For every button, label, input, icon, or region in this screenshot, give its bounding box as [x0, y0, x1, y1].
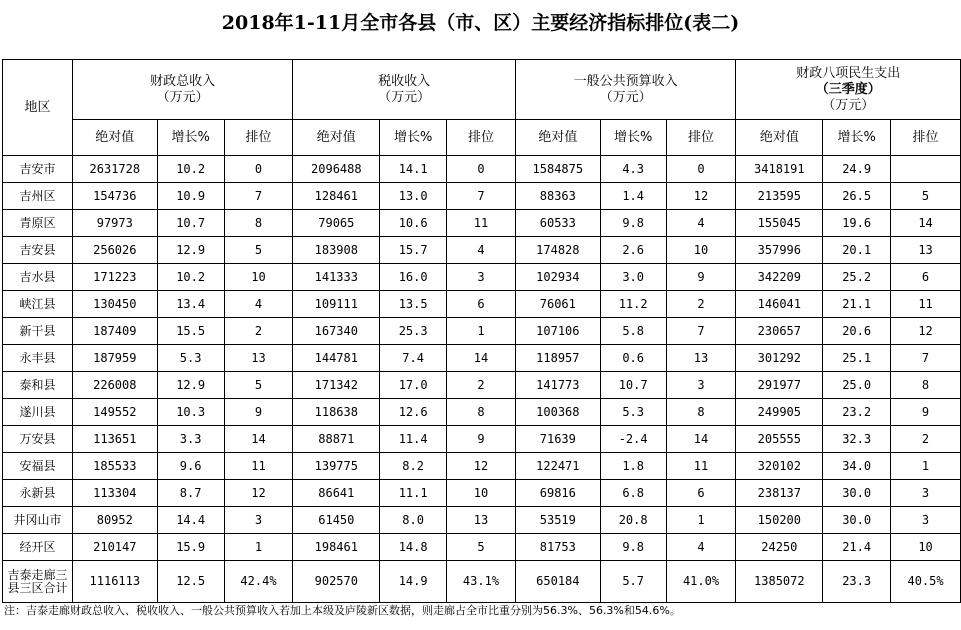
subheader-rank: 排位 — [666, 120, 736, 156]
subheader-absolute-value: 绝对值 — [72, 120, 157, 156]
cell-rank: 11 — [891, 291, 961, 318]
cell-growth-percent: 7.4 — [380, 345, 447, 372]
subheader-rank: 排位 — [224, 120, 293, 156]
cell-absolute-value: 291977 — [736, 372, 823, 399]
cell-rank: 8 — [447, 399, 516, 426]
region-header: 地区 — [3, 60, 73, 156]
cell-rank: 3 — [666, 372, 736, 399]
cell-growth-percent: 12.5 — [157, 561, 224, 603]
table-row — [3, 480, 961, 507]
group-header-unit: （万元） — [822, 97, 875, 113]
cell-rank: 3 — [891, 480, 961, 507]
cell-growth-percent: 13.0 — [380, 183, 447, 210]
cell-rank: 3 — [447, 264, 516, 291]
cell-growth-percent: 9.8 — [600, 210, 666, 237]
cell-absolute-value: 80952 — [72, 507, 157, 534]
cell-absolute-value: 1385072 — [736, 561, 823, 603]
cell-rank: 8 — [224, 210, 293, 237]
group-header-tax — [293, 60, 516, 120]
cell-rank: 2 — [224, 318, 293, 345]
cell-growth-percent: 12.9 — [157, 372, 224, 399]
cell-rank: 13 — [224, 345, 293, 372]
table-row — [3, 210, 961, 237]
cell-absolute-value: 256026 — [72, 237, 157, 264]
cell-rank: 10 — [224, 264, 293, 291]
cell-growth-percent: 24.9 — [823, 156, 891, 183]
cell-rank: 10 — [891, 534, 961, 561]
cell-growth-percent: 20.8 — [600, 507, 666, 534]
group-header-livelihood — [736, 60, 961, 120]
subheader-growth-percent: 增长% — [823, 120, 891, 156]
cell-rank: 5 — [447, 534, 516, 561]
group-header-name: 一般公共预算收入 — [573, 73, 678, 89]
cell-absolute-value: 61450 — [293, 507, 380, 534]
cell-absolute-value: 1584875 — [515, 156, 600, 183]
cell-absolute-value: 71639 — [515, 426, 600, 453]
cell-absolute-value: 357996 — [736, 237, 823, 264]
cell-rank: 42.4% — [224, 561, 293, 603]
cell-rank: 1 — [224, 534, 293, 561]
table-row — [3, 237, 961, 264]
cell-growth-percent: 3.0 — [600, 264, 666, 291]
table-row — [3, 264, 961, 291]
cell-rank: 0 — [666, 156, 736, 183]
cell-absolute-value: 150200 — [736, 507, 823, 534]
cell-growth-percent: 19.6 — [823, 210, 891, 237]
cell-rank: 5 — [224, 372, 293, 399]
cell-growth-percent: 8.7 — [157, 480, 224, 507]
indicator-table — [2, 59, 961, 603]
cell-rank: 9 — [666, 264, 736, 291]
region-cell: 青原区 — [3, 210, 73, 237]
table-row — [3, 399, 961, 426]
cell-absolute-value: 53519 — [515, 507, 600, 534]
cell-absolute-value: 88871 — [293, 426, 380, 453]
region-cell: 吉州区 — [3, 183, 73, 210]
group-header-public-budget — [515, 60, 736, 120]
cell-absolute-value: 2631728 — [72, 156, 157, 183]
region-cell: 峡江县 — [3, 291, 73, 318]
cell-growth-percent: 12.6 — [380, 399, 447, 426]
cell-rank: 4 — [447, 237, 516, 264]
cell-absolute-value: 144781 — [293, 345, 380, 372]
cell-rank: 7 — [447, 183, 516, 210]
subheader-growth-percent: 增长% — [157, 120, 224, 156]
cell-absolute-value: 342209 — [736, 264, 823, 291]
cell-rank: 1 — [891, 453, 961, 480]
cell-rank: 2 — [891, 426, 961, 453]
cell-rank: 0 — [447, 156, 516, 183]
table-title: 2018年1-11月全市各县（市、区）主要经济指标排位(表二) — [221, 12, 740, 34]
cell-rank: 10 — [666, 237, 736, 264]
region-cell: 吉水县 — [3, 264, 73, 291]
cell-growth-percent: 32.3 — [823, 426, 891, 453]
cell-rank: 40.5% — [891, 561, 961, 603]
cell-absolute-value: 130450 — [72, 291, 157, 318]
cell-growth-percent: 10.3 — [157, 399, 224, 426]
region-cell: 新干县 — [3, 318, 73, 345]
cell-rank: 8 — [666, 399, 736, 426]
group-header-unit: （万元） — [599, 89, 652, 105]
cell-growth-percent: 30.0 — [823, 480, 891, 507]
cell-absolute-value: 107106 — [515, 318, 600, 345]
cell-rank: 1 — [447, 318, 516, 345]
cell-growth-percent: 10.7 — [600, 372, 666, 399]
cell-absolute-value: 2096488 — [293, 156, 380, 183]
cell-absolute-value: 320102 — [736, 453, 823, 480]
table-row — [3, 345, 961, 372]
cell-growth-percent: 1.8 — [600, 453, 666, 480]
cell-growth-percent: 16.0 — [380, 264, 447, 291]
cell-rank: 8 — [891, 372, 961, 399]
cell-absolute-value: 100368 — [515, 399, 600, 426]
region-cell: 吉安市 — [3, 156, 73, 183]
cell-growth-percent: 9.6 — [157, 453, 224, 480]
cell-absolute-value: 122471 — [515, 453, 600, 480]
cell-rank: 14 — [447, 345, 516, 372]
cell-rank — [891, 156, 961, 183]
cell-rank: 4 — [666, 210, 736, 237]
cell-rank: 13 — [891, 237, 961, 264]
table-row — [3, 534, 961, 561]
cell-growth-percent: 23.3 — [823, 561, 891, 603]
subheader-growth-percent: 增长% — [380, 120, 447, 156]
cell-rank: 43.1% — [447, 561, 516, 603]
cell-absolute-value: 230657 — [736, 318, 823, 345]
subheader-absolute-value: 绝对值 — [293, 120, 380, 156]
region-cell: 安福县 — [3, 453, 73, 480]
cell-rank: 5 — [224, 237, 293, 264]
cell-growth-percent: 5.7 — [600, 561, 666, 603]
cell-rank: 11 — [447, 210, 516, 237]
cell-growth-percent: 11.2 — [600, 291, 666, 318]
cell-rank: 13 — [666, 345, 736, 372]
cell-growth-percent: 0.6 — [600, 345, 666, 372]
region-cell: 遂川县 — [3, 399, 73, 426]
cell-absolute-value: 149552 — [72, 399, 157, 426]
cell-growth-percent: 10.6 — [380, 210, 447, 237]
subheader-absolute-value: 绝对值 — [736, 120, 823, 156]
cell-rank: 7 — [891, 345, 961, 372]
cell-rank: 14 — [224, 426, 293, 453]
table-row — [3, 318, 961, 345]
cell-absolute-value: 118957 — [515, 345, 600, 372]
cell-absolute-value: 174828 — [515, 237, 600, 264]
cell-absolute-value: 79065 — [293, 210, 380, 237]
cell-growth-percent: 9.8 — [600, 534, 666, 561]
cell-absolute-value: 171223 — [72, 264, 157, 291]
cell-rank: 6 — [891, 264, 961, 291]
cell-rank: 11 — [666, 453, 736, 480]
cell-growth-percent: 25.2 — [823, 264, 891, 291]
cell-absolute-value: 97973 — [72, 210, 157, 237]
cell-absolute-value: 213595 — [736, 183, 823, 210]
cell-growth-percent: 10.2 — [157, 156, 224, 183]
region-cell: 泰和县 — [3, 372, 73, 399]
cell-growth-percent: 21.4 — [823, 534, 891, 561]
cell-absolute-value: 187409 — [72, 318, 157, 345]
cell-absolute-value: 301292 — [736, 345, 823, 372]
cell-growth-percent: 1.4 — [600, 183, 666, 210]
cell-absolute-value: 171342 — [293, 372, 380, 399]
cell-absolute-value: 88363 — [515, 183, 600, 210]
subheader-absolute-value: 绝对值 — [515, 120, 600, 156]
table-body — [3, 156, 961, 603]
cell-growth-percent: 25.3 — [380, 318, 447, 345]
cell-absolute-value: 86641 — [293, 480, 380, 507]
cell-rank: 9 — [447, 426, 516, 453]
cell-growth-percent: 3.3 — [157, 426, 224, 453]
cell-growth-percent: 13.5 — [380, 291, 447, 318]
cell-rank: 7 — [224, 183, 293, 210]
cell-growth-percent: 10.9 — [157, 183, 224, 210]
region-cell: 经开区 — [3, 534, 73, 561]
cell-absolute-value: 113651 — [72, 426, 157, 453]
cell-absolute-value: 146041 — [736, 291, 823, 318]
subheader-growth-percent: 增长% — [600, 120, 666, 156]
table-row — [3, 561, 961, 603]
cell-absolute-value: 118638 — [293, 399, 380, 426]
cell-growth-percent: 12.9 — [157, 237, 224, 264]
subheader-rank: 排位 — [891, 120, 961, 156]
cell-growth-percent: 5.3 — [157, 345, 224, 372]
cell-growth-percent: 2.6 — [600, 237, 666, 264]
cell-rank: 12 — [891, 318, 961, 345]
cell-absolute-value: 205555 — [736, 426, 823, 453]
cell-absolute-value: 210147 — [72, 534, 157, 561]
cell-growth-percent: 20.1 — [823, 237, 891, 264]
region-cell: 永新县 — [3, 480, 73, 507]
cell-growth-percent: 11.1 — [380, 480, 447, 507]
cell-absolute-value: 187959 — [72, 345, 157, 372]
cell-growth-percent: 5.8 — [600, 318, 666, 345]
cell-absolute-value: 69816 — [515, 480, 600, 507]
group-header-fiscal-total — [72, 60, 293, 120]
cell-growth-percent: 15.7 — [380, 237, 447, 264]
cell-absolute-value: 141773 — [515, 372, 600, 399]
cell-rank: 11 — [224, 453, 293, 480]
region-cell: 井冈山市 — [3, 507, 73, 534]
cell-absolute-value: 24250 — [736, 534, 823, 561]
cell-rank: 9 — [224, 399, 293, 426]
cell-rank: 12 — [447, 453, 516, 480]
table-row — [3, 453, 961, 480]
region-cell: 吉泰走廊三县三区合计 — [3, 561, 73, 603]
cell-absolute-value: 249905 — [736, 399, 823, 426]
cell-rank: 3 — [891, 507, 961, 534]
cell-rank: 4 — [224, 291, 293, 318]
cell-growth-percent: 30.0 — [823, 507, 891, 534]
table-row — [3, 156, 961, 183]
cell-absolute-value: 139775 — [293, 453, 380, 480]
group-header-unit: （万元） — [378, 89, 431, 105]
cell-growth-percent: 5.3 — [600, 399, 666, 426]
table-row — [3, 291, 961, 318]
cell-absolute-value: 109111 — [293, 291, 380, 318]
region-cell: 万安县 — [3, 426, 73, 453]
cell-absolute-value: 102934 — [515, 264, 600, 291]
cell-growth-percent: 10.7 — [157, 210, 224, 237]
cell-rank: 7 — [666, 318, 736, 345]
cell-growth-percent: 15.9 — [157, 534, 224, 561]
cell-absolute-value: 185533 — [72, 453, 157, 480]
cell-absolute-value: 128461 — [293, 183, 380, 210]
cell-growth-percent: 23.2 — [823, 399, 891, 426]
cell-absolute-value: 3418191 — [736, 156, 823, 183]
cell-rank: 2 — [666, 291, 736, 318]
cell-absolute-value: 60533 — [515, 210, 600, 237]
cell-growth-percent: 14.1 — [380, 156, 447, 183]
cell-growth-percent: 34.0 — [823, 453, 891, 480]
region-cell: 吉安县 — [3, 237, 73, 264]
cell-rank: 14 — [891, 210, 961, 237]
cell-growth-percent: -2.4 — [600, 426, 666, 453]
table-row — [3, 507, 961, 534]
subheader-row — [3, 120, 961, 156]
group-header-unit: （万元） — [156, 89, 209, 105]
cell-absolute-value: 141333 — [293, 264, 380, 291]
table-row — [3, 426, 961, 453]
cell-rank: 4 — [666, 534, 736, 561]
cell-absolute-value: 183908 — [293, 237, 380, 264]
footnote: 注：吉泰走廊财政总收入、税收收入、一般公共预算收入若加上本级及庐陵新区数据，则走廊占全市比重分别为56.3%、56.3%和54.6%。 — [4, 604, 681, 617]
cell-growth-percent: 11.4 — [380, 426, 447, 453]
cell-rank: 0 — [224, 156, 293, 183]
cell-absolute-value: 167340 — [293, 318, 380, 345]
cell-absolute-value: 76061 — [515, 291, 600, 318]
cell-growth-percent: 17.0 — [380, 372, 447, 399]
table-row — [3, 183, 961, 210]
group-header-name: 税收收入 — [378, 73, 431, 89]
table-row — [3, 372, 961, 399]
cell-growth-percent: 4.3 — [600, 156, 666, 183]
cell-rank: 10 — [447, 480, 516, 507]
cell-absolute-value: 155045 — [736, 210, 823, 237]
cell-rank: 1 — [666, 507, 736, 534]
cell-rank: 3 — [224, 507, 293, 534]
cell-growth-percent: 26.5 — [823, 183, 891, 210]
subheader-rank: 排位 — [447, 120, 516, 156]
cell-rank: 41.0% — [666, 561, 736, 603]
cell-growth-percent: 6.8 — [600, 480, 666, 507]
cell-absolute-value: 650184 — [515, 561, 600, 603]
cell-rank: 6 — [666, 480, 736, 507]
cell-growth-percent: 8.0 — [380, 507, 447, 534]
cell-growth-percent: 14.9 — [380, 561, 447, 603]
cell-rank: 12 — [224, 480, 293, 507]
cell-absolute-value: 226008 — [72, 372, 157, 399]
cell-growth-percent: 25.0 — [823, 372, 891, 399]
cell-growth-percent: 14.8 — [380, 534, 447, 561]
group-header-row — [3, 60, 961, 120]
cell-absolute-value: 238137 — [736, 480, 823, 507]
cell-rank: 9 — [891, 399, 961, 426]
cell-absolute-value: 81753 — [515, 534, 600, 561]
cell-rank: 14 — [666, 426, 736, 453]
cell-absolute-value: 902570 — [293, 561, 380, 603]
cell-rank: 5 — [891, 183, 961, 210]
cell-absolute-value: 113304 — [72, 480, 157, 507]
cell-growth-percent: 8.2 — [380, 453, 447, 480]
cell-growth-percent: 25.1 — [823, 345, 891, 372]
cell-growth-percent: 15.5 — [157, 318, 224, 345]
cell-rank: 12 — [666, 183, 736, 210]
group-header-name: 财政八项民生支出 — [796, 65, 901, 81]
cell-growth-percent: 10.2 — [157, 264, 224, 291]
group-header-sub: （三季度） — [815, 81, 881, 97]
cell-absolute-value: 1116113 — [72, 561, 157, 603]
cell-growth-percent: 13.4 — [157, 291, 224, 318]
cell-growth-percent: 14.4 — [157, 507, 224, 534]
cell-absolute-value: 154736 — [72, 183, 157, 210]
cell-growth-percent: 21.1 — [823, 291, 891, 318]
group-header-name: 财政总收入 — [150, 73, 216, 89]
cell-rank: 6 — [447, 291, 516, 318]
cell-rank: 13 — [447, 507, 516, 534]
cell-absolute-value: 198461 — [293, 534, 380, 561]
region-cell: 永丰县 — [3, 345, 73, 372]
cell-rank: 2 — [447, 372, 516, 399]
cell-growth-percent: 20.6 — [823, 318, 891, 345]
